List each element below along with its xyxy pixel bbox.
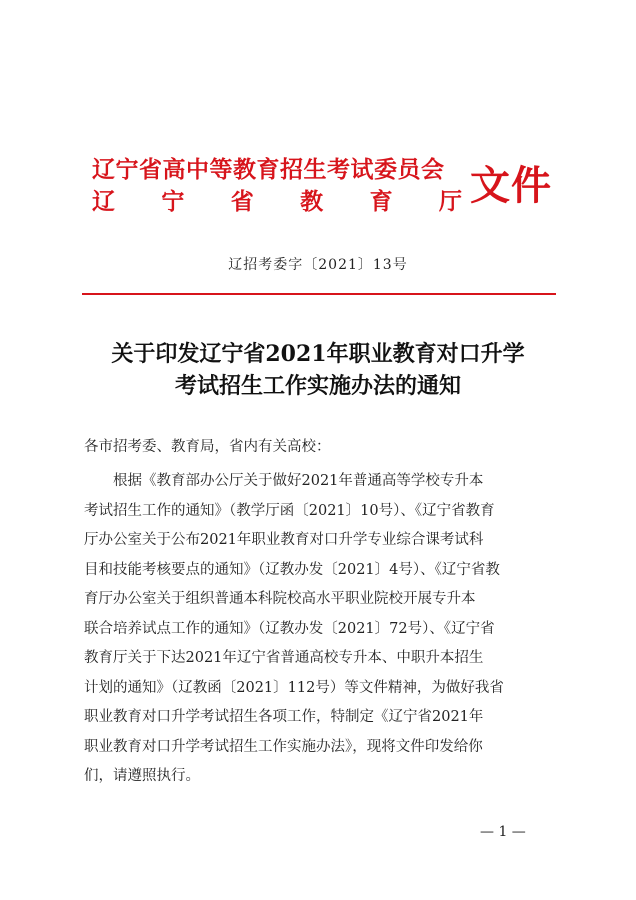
issuer-department-char: 辽: [92, 188, 115, 215]
body-paragraph: [84, 467, 560, 792]
body-line: 目和技能考核要点的通知》（辽教办发〔2021〕4号）、《辽宁省教: [84, 561, 500, 578]
issuer-department-name: [92, 186, 462, 218]
issuer-block: [92, 154, 462, 218]
body-line: 联合培养试点工作的通知》（辽教办发〔2021〕72号）、《辽宁省: [84, 620, 495, 637]
body-line: 计划的通知》（辽教函〔2021〕112号）等文件精神，为做好我省: [84, 679, 504, 696]
document-type-label: 文件: [470, 162, 552, 209]
title-line-2: 考试招生工作实施办法的通知: [174, 373, 461, 399]
issuer-committee-name: 辽宁省高中等教育招生考试委员会: [92, 156, 445, 183]
title-line-1: 关于印发辽宁省2021年职业教育对口升学: [111, 341, 525, 367]
body-line: 育厅办公室关于组织普通本科院校高水平职业院校开展专升本: [84, 591, 476, 607]
red-divider-line: [82, 293, 556, 295]
issuer-department-char: 宁: [161, 188, 185, 215]
body-line: 厅办公室关于公布2021年职业教育对口升学专业综合课考试科: [84, 532, 484, 548]
page-number: — 1 —: [480, 824, 526, 840]
body-line: 职业教育对口升学考试招生各项工作，特制定《辽宁省2021年: [84, 709, 484, 725]
issuer-department-char: 教: [300, 188, 324, 215]
body-line: 考试招生工作的通知》（教学厅函〔2021〕10号）、《辽宁省教育: [84, 502, 495, 519]
body-line: 教育厅关于下达2021年辽宁省普通高校专升本、中职升本招生: [84, 650, 484, 666]
issuer-department-char: 厅: [438, 188, 462, 215]
body-line: 们，请遵照执行。: [84, 768, 200, 784]
issuer-department-char: 育: [369, 188, 393, 215]
issuer-department-char: 省: [230, 188, 254, 215]
document-title: [0, 338, 636, 402]
document-number: 辽招考委字〔2021〕13号: [228, 257, 408, 273]
salutation: 各市招考委、教育局，省内有关高校：: [84, 439, 331, 455]
body-line: 根据《教育部办公厅关于做好2021年普通高等学校专升本: [113, 473, 484, 489]
body-line: 职业教育对口升学考试招生工作实施办法》，现将文件印发给你: [84, 738, 483, 755]
